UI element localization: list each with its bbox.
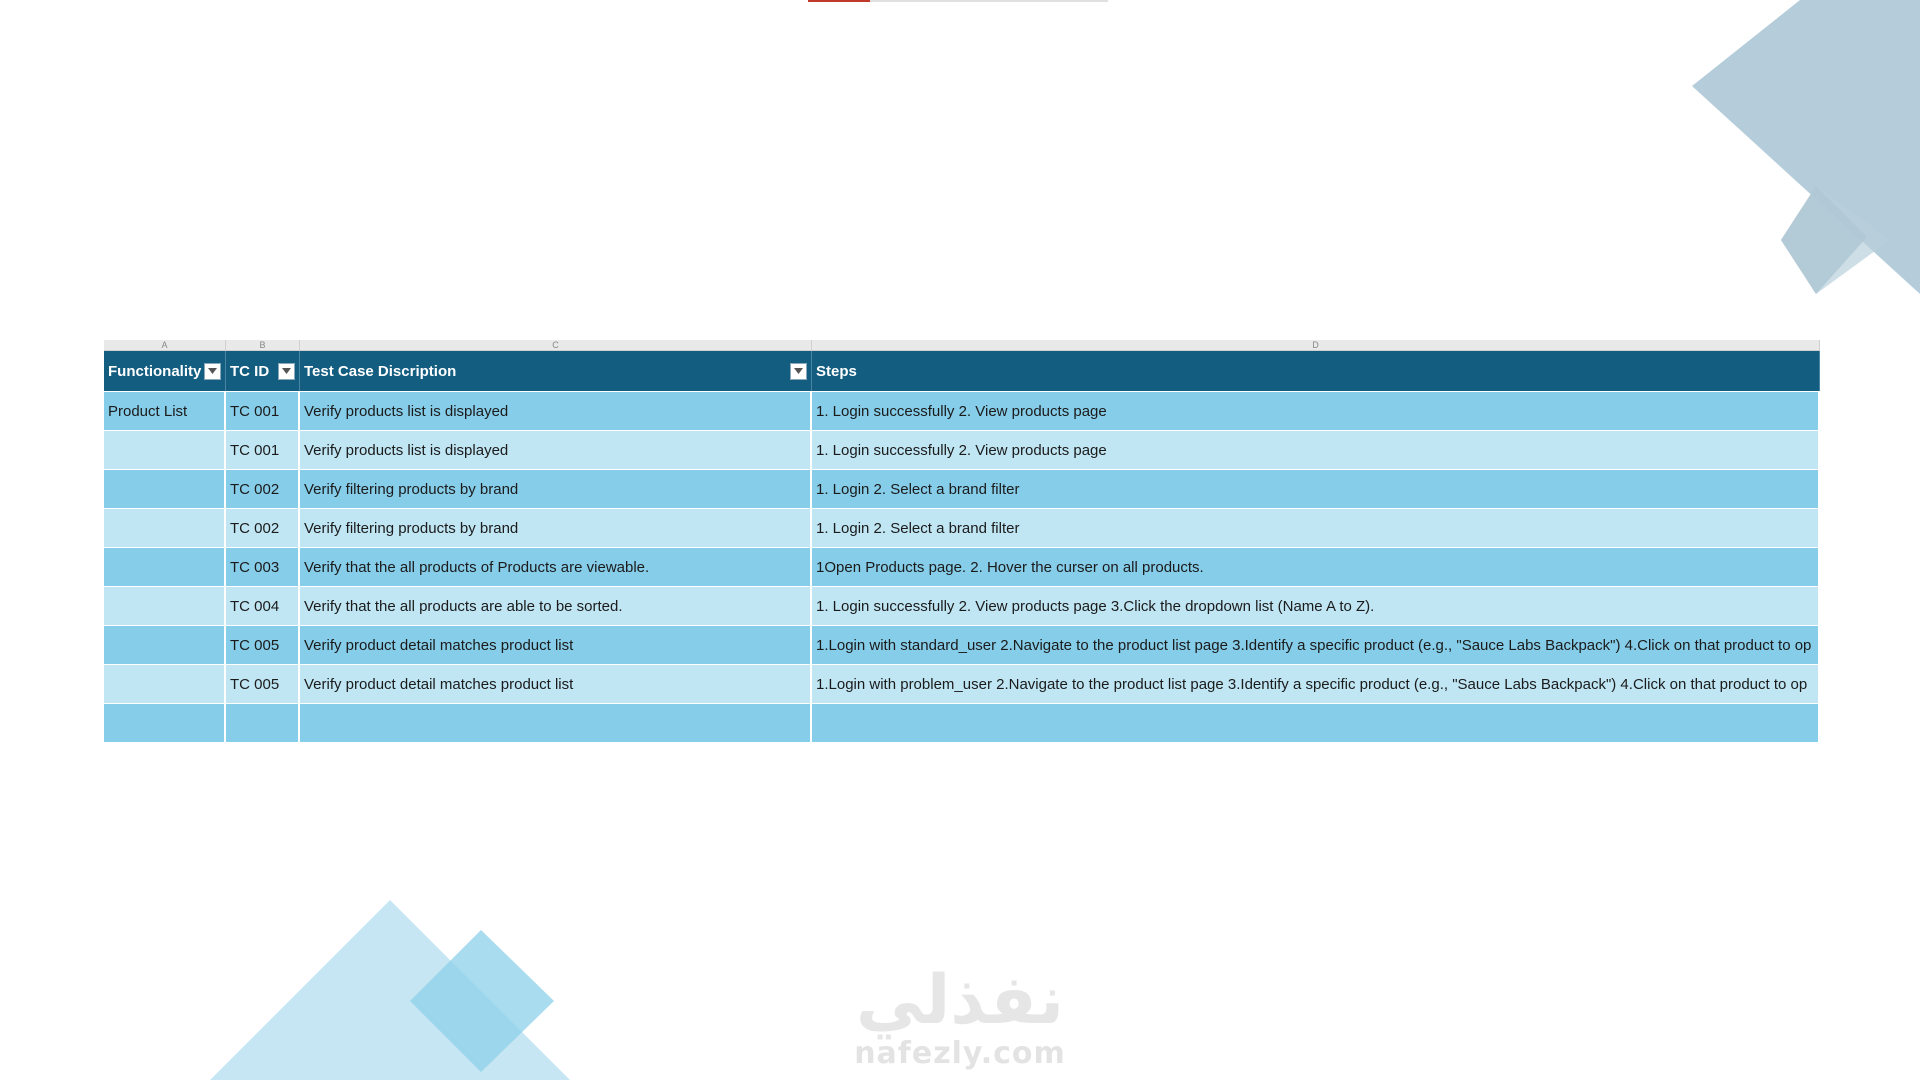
- cell-description[interactable]: Verify product detail matches product list: [300, 665, 812, 703]
- chevron-down-icon: [208, 368, 217, 374]
- cell-description[interactable]: [300, 704, 812, 742]
- cell-steps[interactable]: 1. Login 2. Select a brand filter: [812, 470, 1820, 508]
- table-row: [104, 586, 1820, 625]
- cell-tc-id[interactable]: [226, 704, 300, 742]
- filter-dropdown-tc-id[interactable]: [278, 363, 295, 380]
- column-letter-d[interactable]: D: [812, 340, 1820, 350]
- chevron-down-icon: [282, 368, 291, 374]
- cell-functionality[interactable]: [104, 665, 226, 703]
- cell-steps[interactable]: 1.Login with standard_user 2.Navigate to the product list page 3.Identify a specific product (e.g., "Sauce Labs Backpack") 4.Click on that product to op: [812, 626, 1820, 664]
- filter-dropdown-description[interactable]: [790, 363, 807, 380]
- header-label-functionality: Functionality: [108, 362, 202, 380]
- cell-tc-id[interactable]: TC 003: [226, 548, 300, 586]
- table-row: [104, 430, 1820, 469]
- cell-functionality[interactable]: [104, 509, 226, 547]
- cell-functionality[interactable]: [104, 431, 226, 469]
- table-row: [104, 703, 1820, 742]
- cell-functionality[interactable]: [104, 470, 226, 508]
- header-cell-tc-id[interactable]: [226, 351, 300, 391]
- cell-tc-id[interactable]: TC 001: [226, 431, 300, 469]
- cell-steps[interactable]: 1.Login with problem_user 2.Navigate to the product list page 3.Identify a specific product (e.g., "Sauce Labs Backpack") 4.Click on that product to op: [812, 665, 1820, 703]
- cell-description[interactable]: Verify products list is displayed: [300, 431, 812, 469]
- top-accent-line: [808, 0, 870, 2]
- table-row: [104, 625, 1820, 664]
- header-cell-functionality[interactable]: [104, 351, 226, 391]
- header-label-description: Test Case Discription: [304, 362, 457, 380]
- table-row: [104, 508, 1820, 547]
- decor-diamonds-bottom-left: [200, 900, 580, 1080]
- cell-steps[interactable]: 1. Login successfully 2. View products page: [812, 431, 1820, 469]
- header-cell-steps[interactable]: [812, 351, 1820, 391]
- watermark-domain-text: nafezly.com: [854, 1036, 1066, 1071]
- cell-functionality[interactable]: [104, 587, 226, 625]
- cell-description[interactable]: Verify filtering products by brand: [300, 470, 812, 508]
- cell-steps[interactable]: 1Open Products page. 2. Hover the curser on all products.: [812, 548, 1820, 586]
- cell-functionality[interactable]: [104, 704, 226, 742]
- cell-description[interactable]: Verify products list is displayed: [300, 392, 812, 430]
- cell-tc-id[interactable]: TC 002: [226, 470, 300, 508]
- header-label-tc-id: TC ID: [230, 362, 270, 380]
- cell-description[interactable]: Verify product detail matches product list: [300, 626, 812, 664]
- column-letter-bar: [104, 340, 1820, 351]
- table-row: [104, 391, 1820, 430]
- cell-steps[interactable]: [812, 704, 1820, 742]
- cell-tc-id[interactable]: TC 002: [226, 509, 300, 547]
- cell-tc-id[interactable]: TC 001: [226, 392, 300, 430]
- cell-description[interactable]: Verify that the all products of Products are viewable.: [300, 548, 812, 586]
- cell-tc-id[interactable]: TC 005: [226, 665, 300, 703]
- cell-steps[interactable]: 1. Login successfully 2. View products page: [812, 392, 1820, 430]
- cell-steps[interactable]: 1. Login successfully 2. View products page 3.Click the dropdown list (Name A to Z).: [812, 587, 1820, 625]
- table-row: [104, 664, 1820, 703]
- decor-diamonds-top-right: [1680, 0, 1920, 300]
- watermark-logo: [850, 961, 1070, 1071]
- cell-description[interactable]: Verify filtering products by brand: [300, 509, 812, 547]
- header-label-steps: Steps: [816, 362, 857, 380]
- column-letter-a[interactable]: A: [104, 340, 226, 350]
- table-header-row: [104, 351, 1820, 391]
- cell-functionality[interactable]: [104, 548, 226, 586]
- watermark-arabic-text: نفذلي: [855, 961, 1065, 1040]
- filter-dropdown-functionality[interactable]: [204, 363, 221, 380]
- table-row: [104, 547, 1820, 586]
- cell-functionality[interactable]: Product List: [104, 392, 226, 430]
- cell-steps[interactable]: 1. Login 2. Select a brand filter: [812, 509, 1820, 547]
- table-row: [104, 469, 1820, 508]
- chevron-down-icon: [794, 368, 803, 374]
- cell-functionality[interactable]: [104, 626, 226, 664]
- column-letter-c[interactable]: C: [300, 340, 812, 350]
- header-cell-description[interactable]: [300, 351, 812, 391]
- column-letter-b[interactable]: B: [226, 340, 300, 350]
- test-case-table: [104, 340, 1820, 742]
- cell-tc-id[interactable]: TC 005: [226, 626, 300, 664]
- cell-tc-id[interactable]: TC 004: [226, 587, 300, 625]
- cell-description[interactable]: Verify that the all products are able to be sorted.: [300, 587, 812, 625]
